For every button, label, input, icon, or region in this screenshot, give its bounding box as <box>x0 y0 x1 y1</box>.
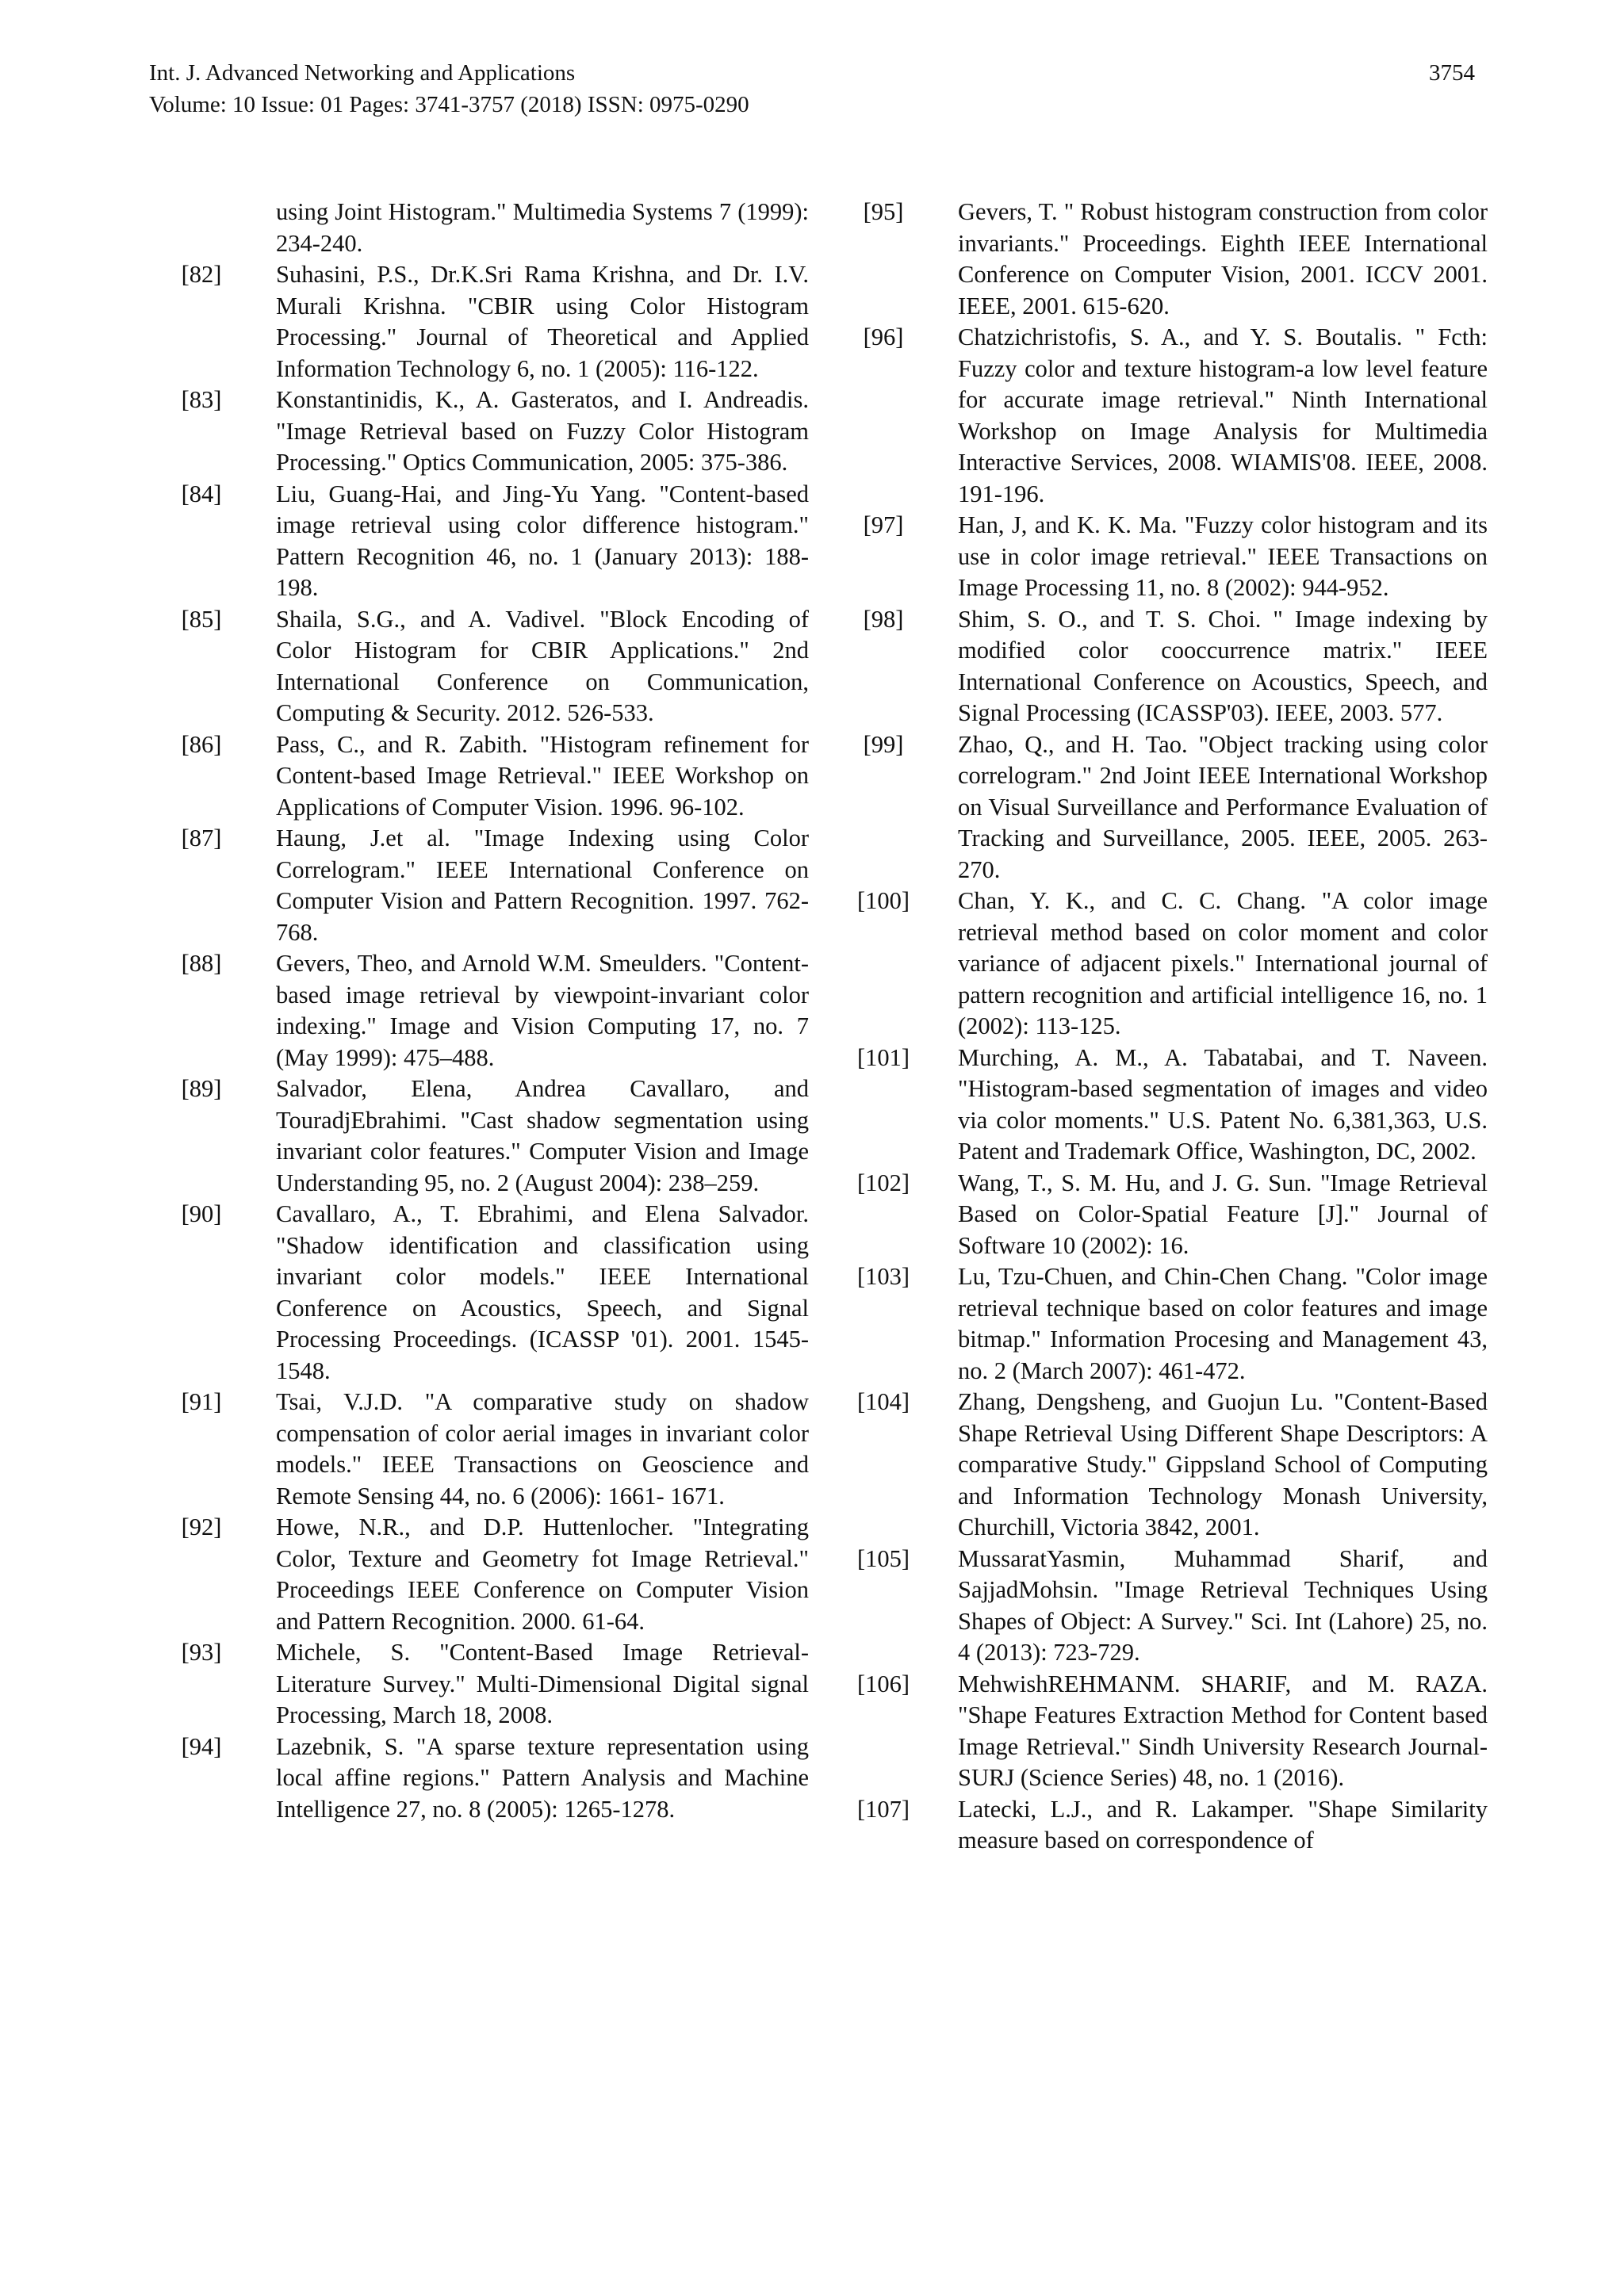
reference-93 <box>168 1637 809 1732</box>
reference-100 <box>850 886 1488 1043</box>
reference-96 <box>850 322 1488 510</box>
reference-89 <box>168 1073 809 1199</box>
reference-text: Murching, A. M., A. Tabatabai, and T. Naveen. "Histogram-based segmentation of images and video via color moments." U.S. Patent No. 6,381,363, U.S. Patent and Trademark Office, Washington, DC, 2002. <box>958 1043 1488 1165</box>
reference-continuation <box>168 197 809 259</box>
reference-number: [87] <box>181 825 222 851</box>
reference-number: [82] <box>181 261 222 288</box>
reference-number: [96] <box>863 323 904 350</box>
reference-number: [95] <box>863 198 904 225</box>
reference-number: [102] <box>856 1169 910 1196</box>
reference-94 <box>168 1732 809 1826</box>
reference-text: Howe, N.R., and D.P. Huttenlocher. "Integrating Color, Texture and Geometry fot Image Retrieval." Proceedings IEEE Conference on Computer Vision and Pattern Recognition. 2000. 61-64. <box>276 1513 809 1635</box>
reference-text: Latecki, L.J., and R. Lakamper. "Shape Similarity measure based on correspondence of <box>958 1795 1488 1854</box>
reference-number: [105] <box>856 1544 910 1572</box>
reference-text: Shim, S. O., and T. S. Choi. " Image indexing by modified color cooccurrence matrix." IEEE International Conference on Acoustics, Speech, and Signal Processing (ICASSP'03). IEEE, 2003. 577. <box>958 605 1488 726</box>
right-column <box>850 197 1488 1857</box>
reference-84 <box>168 479 809 604</box>
reference-104 <box>850 1387 1488 1544</box>
reference-text: Lazebnik, S. "A sparse texture representation using local affine regions." Pattern Analysis and Machine Intelligence 27, no. 8 (2005): 1265-1278. <box>276 1732 809 1823</box>
reference-number: [99] <box>863 730 904 758</box>
header-line-2 <box>149 89 1475 121</box>
reference-text: Zhang, Dengsheng, and Guojun Lu. "Content-Based Shape Retrieval Using Different Shape Descriptors: A comparative Study." Gippsland School of Computing and Information Technology Monash University, Churchill, Victoria 3842, 2001. <box>958 1388 1488 1540</box>
reference-number: [101] <box>856 1043 910 1071</box>
reference-number: [86] <box>181 730 222 758</box>
reference-text: MussaratYasmin, Muhammad Sharif, and SajjadMohsin. "Image Retrieval Techniques Using Shapes of Object: A Survey." Sci. Int (Lahore) 25, no. 4 (2013): 723-729. <box>958 1544 1488 1666</box>
page-header <box>149 57 1475 121</box>
reference-98 <box>850 604 1488 729</box>
reference-text: Liu, Guang-Hai, and Jing-Yu Yang. "Content-based image retrieval using color difference histogram." Pattern Recognition 46, no. 1 (January 2013): 188-198. <box>276 480 809 601</box>
reference-83 <box>168 385 809 479</box>
reference-text: Gevers, Theo, and Arnold W.M. Smeulders. "Content-based image retrieval by viewpoint-invariant color indexing." Image and Vision Computing 17, no. 7 (May 1999): 475–488. <box>276 950 809 1071</box>
reference-text: Han, J, and K. K. Ma. "Fuzzy color histogram and its use in color image retrieval." IEEE Transactions on Image Processing 11, no. 8 (2002): 944-952. <box>958 511 1488 601</box>
reference-number: [98] <box>863 605 904 633</box>
reference-number: [107] <box>856 1795 910 1823</box>
reference-103 <box>850 1261 1488 1387</box>
reference-107 <box>850 1794 1488 1857</box>
left-column <box>168 197 809 1825</box>
reference-text: Konstantinidis, K., A. Gasteratos, and I. Andreadis. "Image Retrieval based on Fuzzy Color Histogram Processing." Optics Communication, 2005: 375-386. <box>276 386 809 476</box>
reference-text: Pass, C., and R. Zabith. "Histogram refinement for Content-based Image Retrieval." IEEE Workshop on Applications of Computer Vision. 1996. 96-102. <box>276 730 809 821</box>
reference-number: [100] <box>856 887 910 914</box>
reference-number: [91] <box>181 1388 222 1415</box>
reference-number: [94] <box>181 1732 222 1760</box>
reference-text: Haung, J.et al. "Image Indexing using Color Correlogram." IEEE International Conference on Computer Vision and Pattern Recognition. 1997. 762-768. <box>276 825 809 946</box>
reference-87 <box>168 823 809 948</box>
reference-85 <box>168 604 809 729</box>
reference-number: [97] <box>863 511 904 538</box>
reference-text: Chan, Y. K., and C. C. Chang. "A color image retrieval method based on color moment and color variance of adjacent pixels." International journal of pattern recognition and artificial intelligence 16, no. 1 (2002): 113-125. <box>958 887 1488 1039</box>
reference-102 <box>850 1168 1488 1262</box>
reference-text: Tsai, V.J.D. "A comparative study on shadow compensation of color aerial images in invariant color models." IEEE Transactions on Geoscience and Remote Sensing 44, no. 6 (2006): 1661- 1671. <box>276 1388 809 1510</box>
reference-text: Zhao, Q., and H. Tao. "Object tracking using color correlogram." 2nd Joint IEEE International Workshop on Visual Surveillance and Performance Evaluation of Tracking and Surveillance, 2005. IEEE, 2005. 263-270. <box>958 730 1488 883</box>
header-line-1 <box>149 57 1475 89</box>
reference-88 <box>168 948 809 1073</box>
reference-86 <box>168 729 809 824</box>
reference-text: Wang, T., S. M. Hu, and J. G. Sun. "Image Retrieval Based on Color-Spatial Feature [J]." Journal of Software 10 (2002): 16. <box>958 1169 1488 1259</box>
reference-text: Cavallaro, A., T. Ebrahimi, and Elena Salvador. "Shadow identification and classification using invariant color models." IEEE International Conference on Acoustics, Speech, and Signal Processing Proceedings. (ICASSP '01). 2001. 1545- 1548. <box>276 1200 809 1384</box>
reference-number: [93] <box>181 1639 222 1666</box>
reference-95 <box>850 197 1488 322</box>
reference-number: [103] <box>856 1263 910 1290</box>
reference-91 <box>168 1387 809 1512</box>
reference-number: [83] <box>181 386 222 413</box>
reference-text: Michele, S. "Content-Based Image Retrieval-Literature Survey." Multi-Dimensional Digital signal Processing, March 18, 2008. <box>276 1639 809 1728</box>
reference-92 <box>168 1512 809 1637</box>
reference-82 <box>168 259 809 385</box>
reference-number: [84] <box>181 480 222 507</box>
reference-number: [104] <box>856 1388 910 1415</box>
reference-97 <box>850 510 1488 604</box>
reference-number: [90] <box>181 1200 222 1227</box>
reference-106 <box>850 1669 1488 1794</box>
reference-text: Shaila, S.G., and A. Vadivel. "Block Encoding of Color Histogram for CBIR Applications." 2nd International Conference on Communication, Computing & Security. 2012. 526-533. <box>276 605 809 726</box>
reference-number: [88] <box>181 950 222 977</box>
reference-number: [85] <box>181 605 222 633</box>
page-number: 3754 <box>1429 60 1475 86</box>
reference-text: Gevers, T. " Robust histogram construction from color invariants." Proceedings. Eighth IEEE International Conference on Computer Vision, 2001. ICCV 2001. IEEE, 2001. 615-620. <box>958 198 1488 320</box>
reference-text: Suhasini, P.S., Dr.K.Sri Rama Krishna, and Dr. I.V. Murali Krishna. "CBIR using Color Histogram Processing." Journal of Theoretical and Applied Information Technology 6, no. 1 (2005): 116-122. <box>276 261 809 382</box>
journal-title: Int. J. Advanced Networking and Applications <box>149 60 576 86</box>
reference-text: Salvador, Elena, Andrea Cavallaro, and TouradjEbrahimi. "Cast shadow segmentation using invariant color features." Computer Vision and Image Understanding 95, no. 2 (August 2004): 238–259. <box>276 1075 809 1196</box>
reference-101 <box>850 1043 1488 1168</box>
reference-99 <box>850 729 1488 886</box>
reference-text: using Joint Histogram." Multimedia Systems 7 (1999): 234-240. <box>276 198 809 257</box>
reference-number: [92] <box>181 1513 222 1540</box>
reference-text: MehwishREHMANM. SHARIF, and M. RAZA. "Shape Features Extraction Method for Content based Image Retrieval." Sindh University Research Journal-SURJ (Science Series) 48, no. 1 (2016). <box>958 1670 1488 1791</box>
reference-105 <box>850 1544 1488 1669</box>
reference-number: [106] <box>856 1670 910 1697</box>
reference-number: [89] <box>181 1075 222 1102</box>
volume-info: Volume: 10 Issue: 01 Pages: 3741-3757 (2018) ISSN: 0975-0290 <box>149 92 749 117</box>
reference-90 <box>168 1199 809 1387</box>
reference-text: Chatzichristofis, S. A., and Y. S. Boutalis. " Fcth: Fuzzy color and texture histogram-a low level feature for accurate image retrieval." Ninth International Workshop on Image Analysis for Multimedia Interactive Services, 2008. WIAMIS'08. IEEE, 2008. 191-196. <box>958 323 1488 507</box>
reference-text: Lu, Tzu-Chuen, and Chin-Chen Chang. "Color image retrieval technique based on color features and image bitmap." Information Procesing and Management 43, no. 2 (March 2007): 461-472. <box>958 1263 1488 1384</box>
